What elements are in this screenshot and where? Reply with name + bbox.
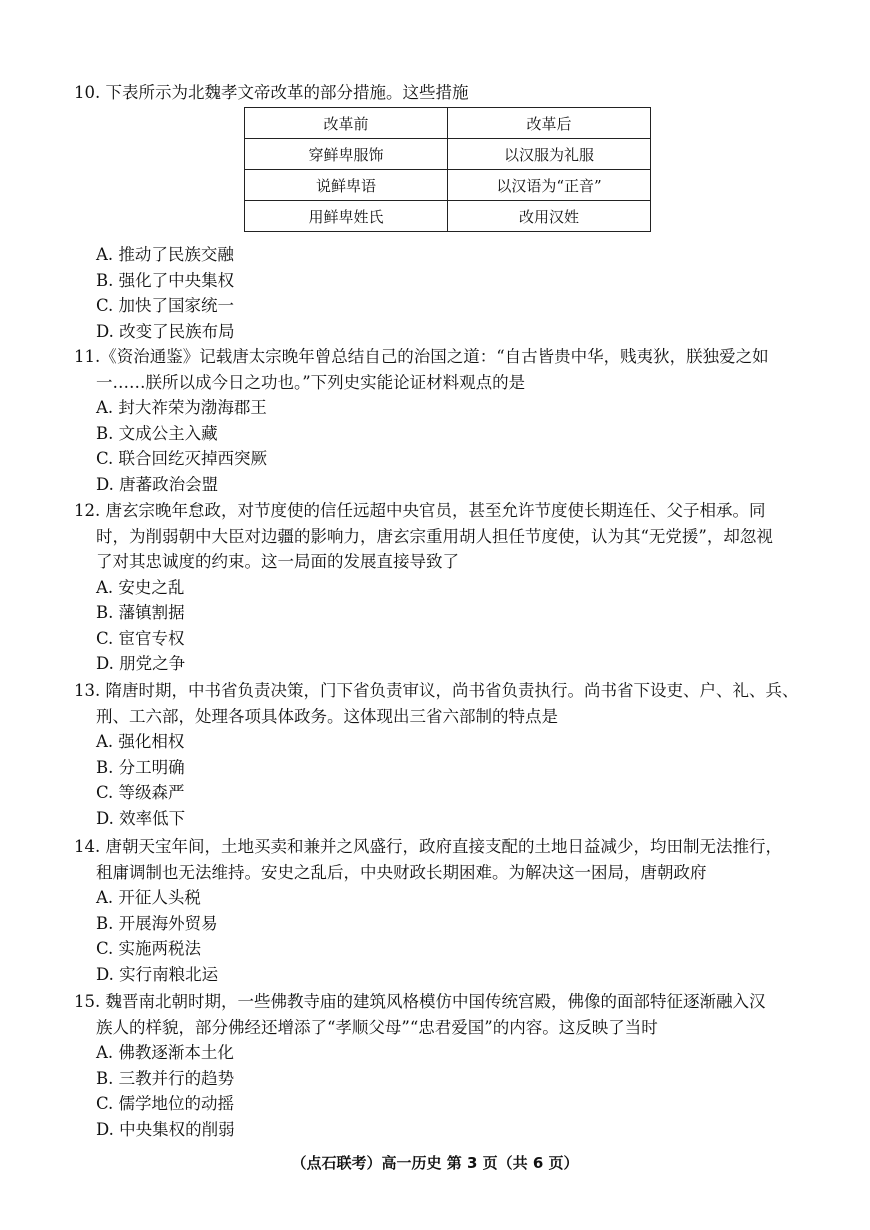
option-d[interactable]: D. 中央集权的削弱 (96, 1119, 235, 1139)
stem-line: 12. 唐玄宗晚年怠政，对节度使的信任远超中央官员，甚至允许节度使长期连任、父子相承。同 (74, 501, 766, 520)
stem-line: 一……朕所以成今日之功也。”下列史实能论证材料观点的是 (96, 372, 526, 392)
option-b[interactable]: B. 开展海外贸易 (96, 913, 218, 933)
option-d[interactable]: D. 实行南粮北运 (96, 964, 219, 984)
option-b[interactable]: B. 藩镇割据 (96, 603, 185, 622)
question-11-stem (74, 344, 814, 395)
table-cell: 穿鲜卑服饰 (245, 139, 448, 170)
table-header-cell: 改革后 (448, 108, 651, 139)
stem-line: 了对其忠诚度的约束。这一局面的发展直接导致了 (96, 552, 459, 571)
option-d[interactable]: D. 唐蕃政治会盟 (96, 474, 219, 494)
question-11 (74, 344, 814, 497)
page-footer: （点石联考）高一历史 第 3 页（共 6 页） (291, 1154, 579, 1172)
question-12 (74, 498, 814, 677)
option-a[interactable]: A. 推动了民族交融 (96, 245, 234, 264)
option-d[interactable]: D. 朋党之争 (96, 654, 186, 673)
stem-line: 时，为削弱朝中大臣对边疆的影响力，唐玄宗重用胡人担任节度使，认为其“无党援”，却忽视 (96, 526, 773, 546)
option-c[interactable]: C. 儒学地位的动摇 (96, 1094, 235, 1113)
stem-line: 15. 魏晋南北朝时期，一些佛教寺庙的建筑风格模仿中国传统宫殿，佛像的面部特征逐渐融入汉 (74, 992, 766, 1011)
question-10-stem: 10. 下表所示为北魏孝文帝改革的部分措施。这些措施 (74, 83, 469, 102)
table-row (245, 170, 651, 201)
reform-measures-table (244, 107, 651, 232)
table-cell: 说鲜卑语 (245, 170, 448, 201)
table-cell: 以汉服为礼服 (448, 139, 651, 170)
table-cell: 以汉语为“正音” (448, 170, 651, 201)
question-15-stem (74, 989, 814, 1040)
option-b[interactable]: B. 三教并行的趋势 (96, 1068, 235, 1088)
option-d[interactable]: D. 改变了民族布局 (96, 321, 235, 341)
question-12-stem (74, 498, 814, 575)
question-15 (74, 989, 814, 1142)
option-b[interactable]: B. 分工明确 (96, 757, 185, 777)
table-header-row (245, 108, 651, 139)
question-14 (74, 834, 814, 987)
stem-line: 刑、工六部，处理各项具体政务。这体现出三省六部制的特点是 (96, 706, 558, 726)
question-13-stem (74, 678, 814, 729)
option-c[interactable]: C. 实施两税法 (96, 939, 202, 958)
question-13 (74, 678, 814, 831)
option-c[interactable]: C. 等级森严 (96, 783, 185, 802)
table-row (245, 201, 651, 232)
stem-line: 14. 唐朝天宝年间，土地买卖和兼并之风盛行，政府直接支配的土地日益减少，均田制无法推行， (74, 837, 782, 856)
option-d[interactable]: D. 效率低下 (96, 808, 186, 828)
option-a[interactable]: A. 安史之乱 (96, 577, 185, 597)
table-header-cell: 改革前 (245, 108, 448, 139)
stem-line: 租庸调制也无法维持。安史之乱后，中央财政长期困难。为解决这一困局，唐朝政府 (96, 862, 707, 882)
option-c[interactable]: C. 加快了国家统一 (96, 296, 235, 315)
option-a[interactable]: A. 开征人头税 (96, 888, 201, 907)
option-a[interactable]: A. 封大祚荣为渤海郡王 (96, 398, 267, 417)
table-cell: 改用汉姓 (448, 201, 651, 232)
stem-line: 11.《资治通鉴》记载唐太宗晚年曾总结自己的治国之道：“自古皆贵中华，贱夷狄，朕独爱之如 (74, 347, 769, 366)
option-a[interactable]: A. 佛教逐渐本土化 (96, 1043, 234, 1062)
question-10 (74, 80, 814, 106)
table-cell: 用鲜卑姓氏 (245, 201, 448, 232)
question-14-stem (74, 834, 814, 885)
option-b[interactable]: B. 文成公主入藏 (96, 423, 218, 443)
option-a[interactable]: A. 强化相权 (96, 732, 185, 751)
option-c[interactable]: C. 宦官专权 (96, 628, 185, 648)
stem-line: 族人的样貌，部分佛经还增添了“孝顺父母”“忠君爱国”的内容。这反映了当时 (96, 1017, 658, 1037)
table-row (245, 139, 651, 170)
option-b[interactable]: B. 强化了中央集权 (96, 270, 235, 290)
question-10-options (74, 242, 814, 344)
option-c[interactable]: C. 联合回纥灭掉西突厥 (96, 449, 268, 468)
stem-line: 13. 隋唐时期，中书省负责决策，门下省负责审议，尚书省负责执行。尚书省下设吏、户、礼、兵、 (74, 681, 799, 700)
